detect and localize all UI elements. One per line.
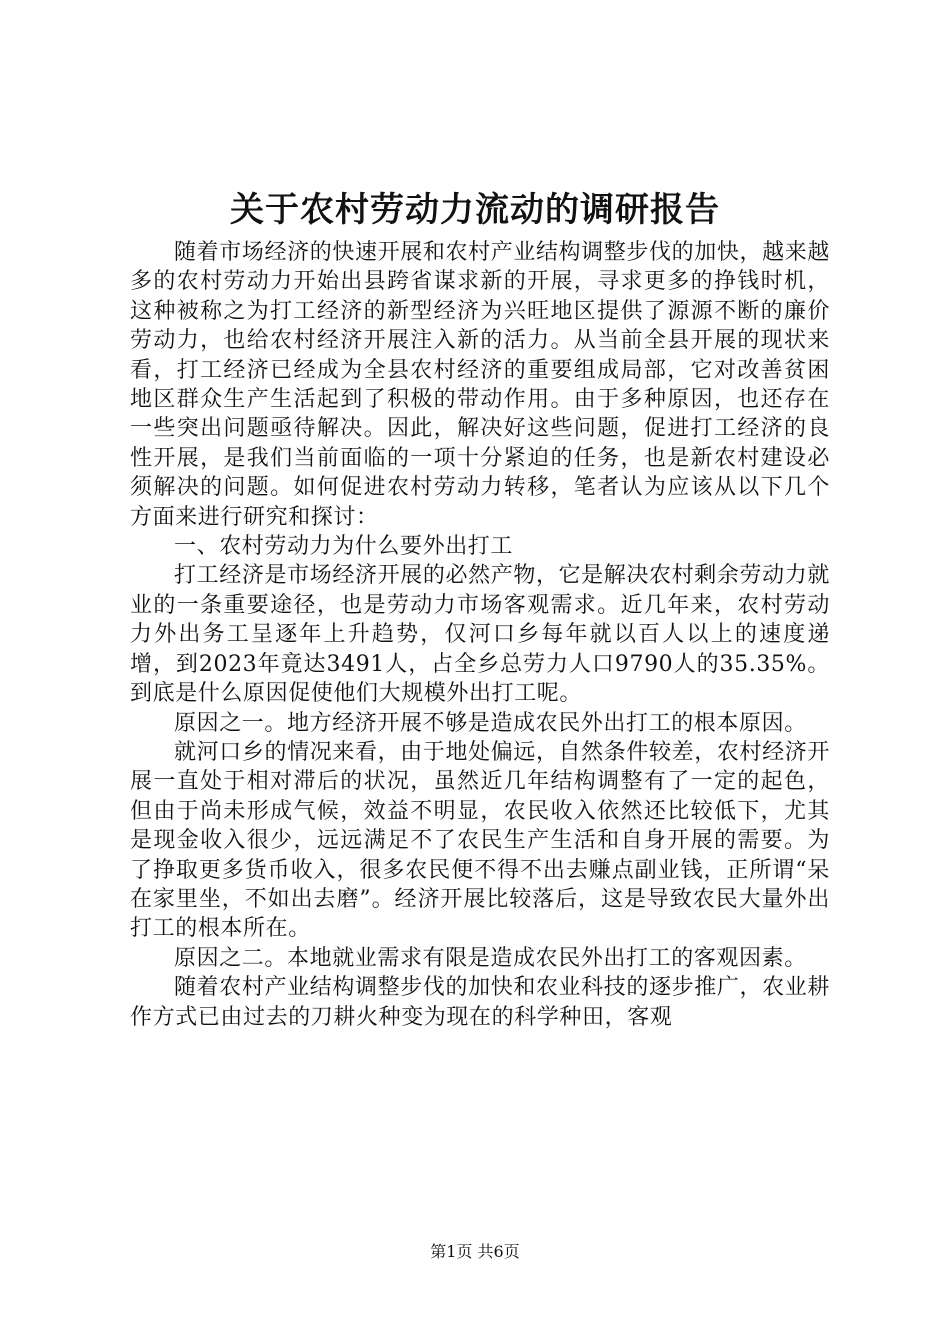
section-heading-1: 一、农村劳动力为什么要外出打工 — [174, 534, 514, 560]
paragraph: 随着农村产业结构调整步伐的加快和农业科技的逐步推广，农业耕作方式已由过去的刀耕火种变为现在的科学种田，客观 — [130, 975, 830, 1030]
paragraph-intro: 随着市场经济的快速开展和农村产业结构调整步伐的加快，越来越多的农村劳动力开始出县跨省谋求新的开展，寻求更多的挣钱时机，这种被称之为打工经济的新型经济为兴旺地区提供了源源不断的廉价劳动力，也给农村经济开展注入新的活力。从当前全县开展的现状来看，打工经济已经成为全县农村经济的重要组成局部，它对改善贫困地区群众生产生活起到了积极的带动作用。由于多种原因，也还存在一些突出问题亟待解决。因此，解决好这些问题，促进打工经济的良性开展，是我们当前面临的一项十分紧迫的任务，也是新农村建设必须解决的问题。如何促进农村劳动力转移，笔者认为应该从以下几个方面来进行研究和探讨： — [130, 240, 830, 530]
document-title: 关于农村劳动力流动的调研报告 — [230, 190, 720, 230]
reason-heading-2: 原因之二。本地就业需求有限是造成农民外出打工的客观因素。 — [174, 945, 807, 971]
paragraph: 就河口乡的情况来看，由于地处偏远，自然条件较差，农村经济开展一直处于相对滞后的状况，虽然近几年结构调整有了一定的起色，但由于尚未形成气候，效益不明显，农民收入依然还比较低下，尤其是现金收入很少，远远满足不了农民生产生活和自身开展的需要。为了挣取更多货币收入，很多农民便不得不出去赚点副业钱，正所谓“呆在家里坐，不如出去磨”。经济开展比较落后，这是导致农民大量外出打工的根本所在。 — [130, 739, 830, 942]
page-number-footer: 第1页 共6页 — [430, 1242, 520, 1261]
document-body — [130, 238, 830, 1032]
reason-heading-1: 原因之一。地方经济开展不够是造成农民外出打工的根本原因。 — [174, 710, 807, 736]
paragraph: 打工经济是市场经济开展的必然产物，它是解决农村剩余劳动力就业的一条重要途径，也是劳动力市场客观需求。近几年来，农村劳动力外出务工呈逐年上升趋势，仅河口乡每年就以百人以上的速度递增，到2023年竟达3491人，占全乡总劳力人口9790人的35.35%。到底是什么原因促使他们大规模外出打工呢。 — [130, 563, 830, 707]
